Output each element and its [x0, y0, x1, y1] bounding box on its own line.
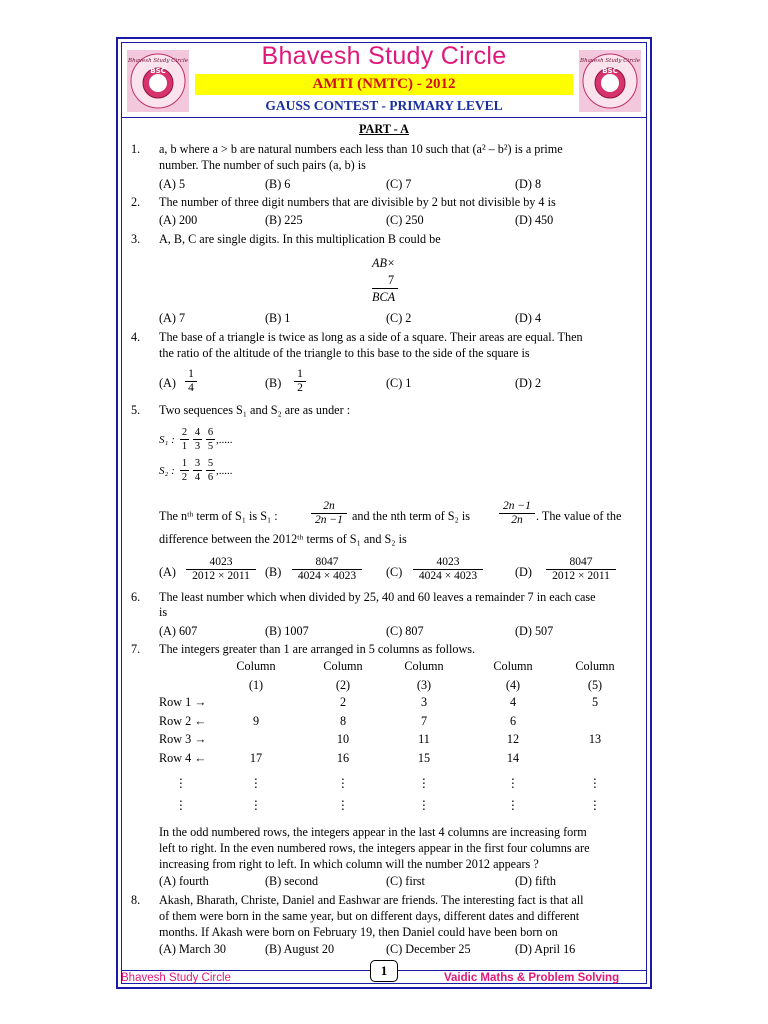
- exam-banner: AMTI (NMTC) - 2012: [195, 74, 573, 95]
- q7-vdots: ⋮: [336, 776, 350, 790]
- q5-nth-term-text: The nᵗʰ term of S₁ is S₁ :: [159, 509, 278, 523]
- q3-number: 3.: [131, 232, 141, 246]
- q4-fraction-a: $\frac{1}{4}$: [185, 368, 197, 395]
- q7-vdots: ⋮: [174, 776, 188, 790]
- q7-vdots: ⋮: [588, 776, 602, 790]
- q3-option-a: (A) 7: [159, 311, 186, 325]
- q3-mult-top: AB×: [372, 256, 396, 270]
- q7-row-label: Row 3 →: [159, 732, 207, 746]
- q1-option-b: (B) 6: [265, 177, 291, 191]
- q7-row-label: Row 4 ←: [159, 751, 207, 765]
- q7-column-header: Column: [493, 659, 533, 673]
- q7-line4: increasing from right to left. In which column will the number 2012 appears ?: [159, 857, 539, 871]
- q7-line1: The integers greater than 1 are arranged in 5 columns as follows.: [159, 642, 476, 656]
- q6-option-b: (B) 1007: [265, 624, 309, 638]
- q7-column-header: Column: [575, 659, 615, 673]
- header-rule: [121, 117, 647, 118]
- q5-s2-term2: $\frac{3}{4}$: [194, 458, 201, 483]
- q1-option-a: (A) 5: [159, 177, 186, 191]
- q7-cell: 11: [418, 732, 430, 746]
- q7-cell: 7: [420, 714, 428, 728]
- q5-s1-label: S₁ :: [159, 434, 175, 446]
- q7-option-c: (C) first: [386, 874, 425, 888]
- q5-option-c: (C): [386, 565, 403, 579]
- q2-option-a: (A) 200: [159, 213, 198, 227]
- q5-fraction-d: $\frac{8047}{2012 \times 2011}$: [546, 556, 616, 583]
- q3-mult-result: BCA: [372, 290, 396, 304]
- q3-mult-rule: [372, 288, 398, 289]
- q5-line1: Two sequences S₁ and S₂ are as under :: [159, 403, 351, 417]
- q7-vdots: ⋮: [506, 798, 520, 812]
- q5-s2-dots: ,.....: [216, 465, 233, 477]
- q7-row-label: Row 1 →: [159, 695, 207, 709]
- q7-column-header: Column: [323, 659, 363, 673]
- q8-line2: of them were born in the same year, but on different days, different dates and different: [159, 909, 580, 923]
- q7-column-number: (5): [587, 678, 603, 692]
- q4-number: 4.: [131, 330, 141, 344]
- q7-row-label: Row 2 ←: [159, 714, 207, 728]
- q7-cell: 9: [252, 714, 260, 728]
- q1-number: 1.: [131, 142, 141, 156]
- q7-cell: 2: [339, 695, 347, 709]
- q7-column-number: (2): [335, 678, 351, 692]
- q3-line1: A, B, C are single digits. In this multiplication B could be: [159, 232, 441, 246]
- q8-option-c: (C) December 25: [386, 942, 471, 956]
- q7-vdots: ⋮: [417, 776, 431, 790]
- q5-line3: difference between the 2012ᵗʰ terms of S₁ and S₂ is: [159, 532, 407, 546]
- q2-number: 2.: [131, 195, 141, 209]
- logo-badge-right: BSC: [602, 67, 618, 75]
- q4-option-b: (B): [265, 376, 282, 390]
- q5-s2-term3: $\frac{5}{6}$: [207, 458, 214, 483]
- q7-column-header: Column: [236, 659, 276, 673]
- part-heading: PART - A: [359, 122, 409, 136]
- q5-s1-term1: $\frac{2}{1}$: [181, 427, 188, 452]
- q8-number: 8.: [131, 893, 141, 907]
- q4-option-d: (D) 2: [515, 376, 542, 390]
- page-title: Bhavesh Study Circle: [261, 42, 507, 70]
- q7-option-d: (D) fifth: [515, 874, 556, 888]
- q7-column-header: Column: [404, 659, 444, 673]
- logo-text-right: Bhavesh Study Circle: [580, 58, 640, 64]
- q7-vdots: ⋮: [249, 776, 263, 790]
- q7-cell: 5: [591, 695, 599, 709]
- q5-s2-label: S₂ :: [159, 465, 175, 477]
- footer-left: Bhavesh Study Circle: [121, 972, 231, 984]
- q7-column-number: (1): [248, 678, 264, 692]
- q3-option-b: (B) 1: [265, 311, 291, 325]
- q6-line1: The least number which when divided by 25, 40 and 60 leaves a remainder 7 in each case: [159, 590, 596, 604]
- q1-option-d: (D) 8: [515, 177, 542, 191]
- q5-option-a: (A): [159, 565, 176, 579]
- footer-right: Vaidic Maths & Problem Solving: [444, 972, 620, 984]
- q7-line3: left to right. In the even numbered rows, the integers appear in the first four columns are: [159, 841, 590, 855]
- q2-option-c: (C) 250: [386, 213, 424, 227]
- q3-option-d: (D) 4: [515, 311, 542, 325]
- contest-level: GAUSS CONTEST - PRIMARY LEVEL: [265, 98, 503, 113]
- q7-cell: 16: [336, 751, 350, 765]
- q7-cell: 4: [509, 695, 517, 709]
- q5-option-b: (B): [265, 565, 282, 579]
- q8-line1: Akash, Bharath, Christe, Daniel and Eashwar are friends. The interesting fact is that all: [159, 893, 584, 907]
- q5-s1-term3: $\frac{6}{5}$: [207, 427, 214, 452]
- q5-s1-dots: ,.....: [216, 434, 233, 446]
- q6-number: 6.: [131, 590, 141, 604]
- logo-text-left: Bhavesh Study Circle: [128, 58, 188, 64]
- q7-cell: 12: [506, 732, 520, 746]
- q8-option-b: (B) August 20: [265, 942, 335, 956]
- q5-s2-term1: $\frac{1}{2}$: [181, 458, 188, 483]
- q6-option-a: (A) 607: [159, 624, 198, 638]
- q5-s1-term2: $\frac{4}{3}$: [194, 427, 201, 452]
- q1-line1: a, b where a > b are natural numbers each less than 10 such that (a² – b²) is a prime: [159, 142, 563, 156]
- q8-option-d: (D) April 16: [515, 942, 576, 956]
- q1-line2: number. The number of such pairs (a, b) is: [159, 158, 366, 172]
- q5-nth-term-mid: and the nth term of S₂ is: [352, 509, 470, 523]
- q7-vdots: ⋮: [588, 798, 602, 812]
- q4-option-a: (A): [159, 376, 176, 390]
- q7-cell: 13: [588, 732, 602, 746]
- q2-option-b: (B) 225: [265, 213, 303, 227]
- q5-number: 5.: [131, 403, 141, 417]
- q2-option-d: (D) 450: [515, 213, 554, 227]
- q7-vdots: ⋮: [174, 798, 188, 812]
- page-number: 1: [370, 960, 398, 982]
- q7-cell: 8: [339, 714, 347, 728]
- q7-cell: 6: [509, 714, 517, 728]
- q6-option-c: (C) 807: [386, 624, 424, 638]
- q3-option-c: (C) 2: [386, 311, 412, 325]
- q2-line1: The number of three digit numbers that are divisible by 2 but not divisible by 4 is: [159, 195, 556, 209]
- q5-option-d: (D): [515, 565, 532, 579]
- q4-option-c: (C) 1: [386, 376, 412, 390]
- q6-option-d: (D) 507: [515, 624, 554, 638]
- q1-option-c: (C) 7: [386, 177, 412, 191]
- q7-cell: 15: [417, 751, 431, 765]
- q7-line2: In the odd numbered rows, the integers appear in the last 4 columns are increasing form: [159, 825, 587, 839]
- logo-badge-left: BSC: [150, 67, 166, 75]
- q5-fraction-a: $\frac{4023}{2012 \times 2011}$: [186, 556, 256, 583]
- q7-column-number: (3): [416, 678, 432, 692]
- q4-line2: the ratio of the altitude of the triangle to this base to the side of the square is: [159, 346, 530, 360]
- q7-number: 7.: [131, 642, 141, 656]
- q7-option-a: (A) fourth: [159, 874, 209, 888]
- q7-cell: 3: [420, 695, 428, 709]
- q7-cell: 10: [336, 732, 350, 746]
- q5-nth-term-s1: $\frac{2n}{2n -1}$: [311, 500, 347, 527]
- q4-line1: The base of a triangle is twice as long as a side of a square. Their areas are equal. Then: [159, 330, 583, 344]
- q3-mult-multiplier: 7: [388, 273, 395, 287]
- q7-vdots: ⋮: [249, 798, 263, 812]
- q7-vdots: ⋮: [506, 776, 520, 790]
- q7-cell: 14: [506, 751, 520, 765]
- q4-fraction-b: $\frac{1}{2}$: [294, 368, 306, 395]
- q7-vdots: ⋮: [336, 798, 350, 812]
- q5-nth-term-s2: $\frac{2n -1}{2n}$: [499, 500, 535, 527]
- q6-line2: is: [159, 605, 168, 619]
- q7-vdots: ⋮: [417, 798, 431, 812]
- q7-column-number: (4): [505, 678, 521, 692]
- q8-line3: months. If Akash were born on February 19, then Daniel could have been born on: [159, 925, 558, 939]
- q7-option-b: (B) second: [265, 874, 319, 888]
- q7-cell: 17: [249, 751, 263, 765]
- q5-fraction-c: $\frac{4023}{4024 \times 4023}$: [413, 556, 483, 583]
- q5-nth-term-end: . The value of the: [536, 509, 622, 523]
- q5-fraction-b: $\frac{8047}{4024 \times 4023}$: [292, 556, 362, 583]
- q8-option-a: (A) March 30: [159, 942, 227, 956]
